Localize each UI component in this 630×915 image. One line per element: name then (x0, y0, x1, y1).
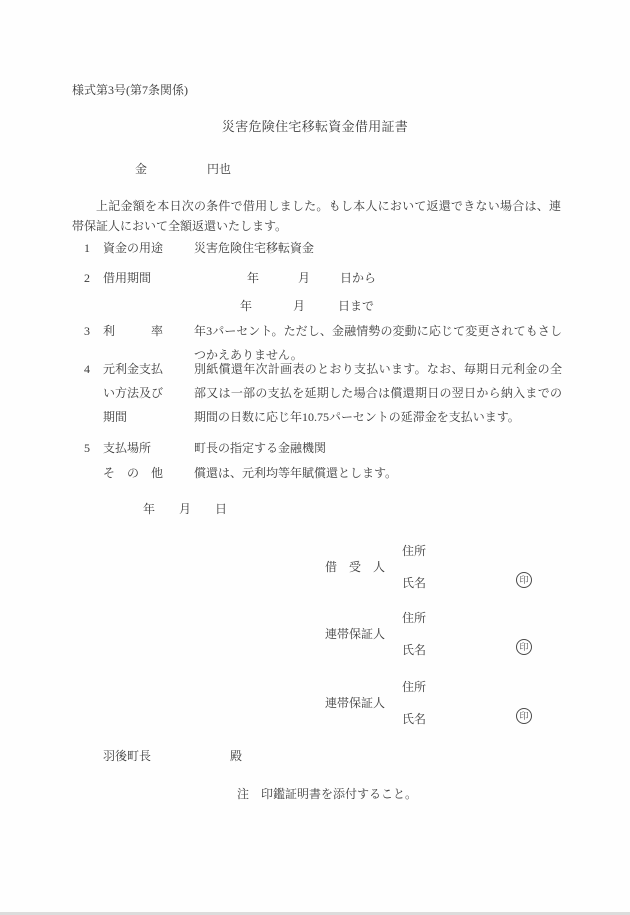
item-label: 利 率 (103, 324, 164, 338)
name-label: 氏名 (402, 576, 427, 590)
addressee-honorific: 殿 (230, 749, 243, 763)
form-number: 様式第3号(第7条関係) (72, 83, 188, 97)
address-label: 住所 (402, 611, 427, 625)
seal-mark-icon: 印 (516, 639, 532, 655)
item-value: 償還は、元利均等年賦償還とします。 (194, 466, 398, 480)
address-label: 住所 (402, 544, 427, 558)
item-label: 借用期間 (103, 271, 152, 285)
period-to-year-label: 年 (240, 299, 253, 313)
signer-block-guarantor-2 (325, 681, 565, 733)
amount-unit-label: 円也 (207, 162, 232, 176)
item-value: 町長の指定する金融機関 (194, 441, 327, 455)
intro-paragraph: 上記金額を本日次の条件で借用しました。もし本人において返還できない場合は、連帯保証人において全額返還いたします。 (72, 199, 561, 233)
item-label: そ の 他 (103, 466, 164, 480)
item-value: 災害危険住宅移転資金 (194, 241, 315, 255)
item-value: 別紙償還年次計画表のとおり支払います。なお、毎期日元利金の全部又は一部の支払を延期した場合は償還期日の翌日から納入までの期間の日数に応じ年10.75パーセントの延滞金を支払います。 (194, 362, 562, 424)
signer-role-label: 連帯保証人 (325, 696, 386, 710)
period-from-year-label: 年 (247, 271, 260, 285)
signer-role-label: 借 受 人 (325, 560, 386, 574)
period-to-month-label: 月 (293, 299, 306, 313)
period-to-row (194, 294, 562, 318)
item-label: 資金の用途 (103, 241, 164, 255)
period-from-row (194, 266, 562, 290)
period-from-month-label: 月 (298, 271, 311, 285)
item-number: 2 (84, 271, 90, 285)
item-number: 3 (84, 324, 90, 338)
item-number: 1 (84, 241, 90, 255)
signer-block-borrower (325, 545, 565, 597)
item-number: 4 (84, 362, 90, 376)
seal-mark-icon: 印 (516, 708, 532, 724)
item-number: 5 (84, 441, 90, 455)
addressee-name: 羽後町長 (103, 749, 152, 763)
address-label: 住所 (402, 680, 427, 694)
item-label: 支払場所 (103, 441, 152, 455)
seal-mark-icon: 印 (516, 572, 532, 588)
signer-block-guarantor-1 (325, 612, 565, 664)
item-value: 年3パーセント。ただし、金融情勢の変動に応じて変更されてもさしつかえありません。 (194, 324, 562, 362)
name-label: 氏名 (402, 643, 427, 657)
item-label: 元利金支払い方法及び期間 (103, 362, 164, 424)
footer-note: 注 印鑑証明書を添付すること。 (237, 787, 418, 801)
signature-date-line: 年 月 日 (143, 502, 228, 516)
period-to-day-label: 日まで (338, 299, 375, 313)
name-label: 氏名 (402, 712, 427, 726)
signer-role-label: 連帯保証人 (325, 627, 386, 641)
amount-currency-label: 金 (135, 162, 148, 176)
document-title: 災害危険住宅移転資金借用証書 (221, 119, 409, 134)
period-from-day-label: 日から (340, 271, 377, 285)
